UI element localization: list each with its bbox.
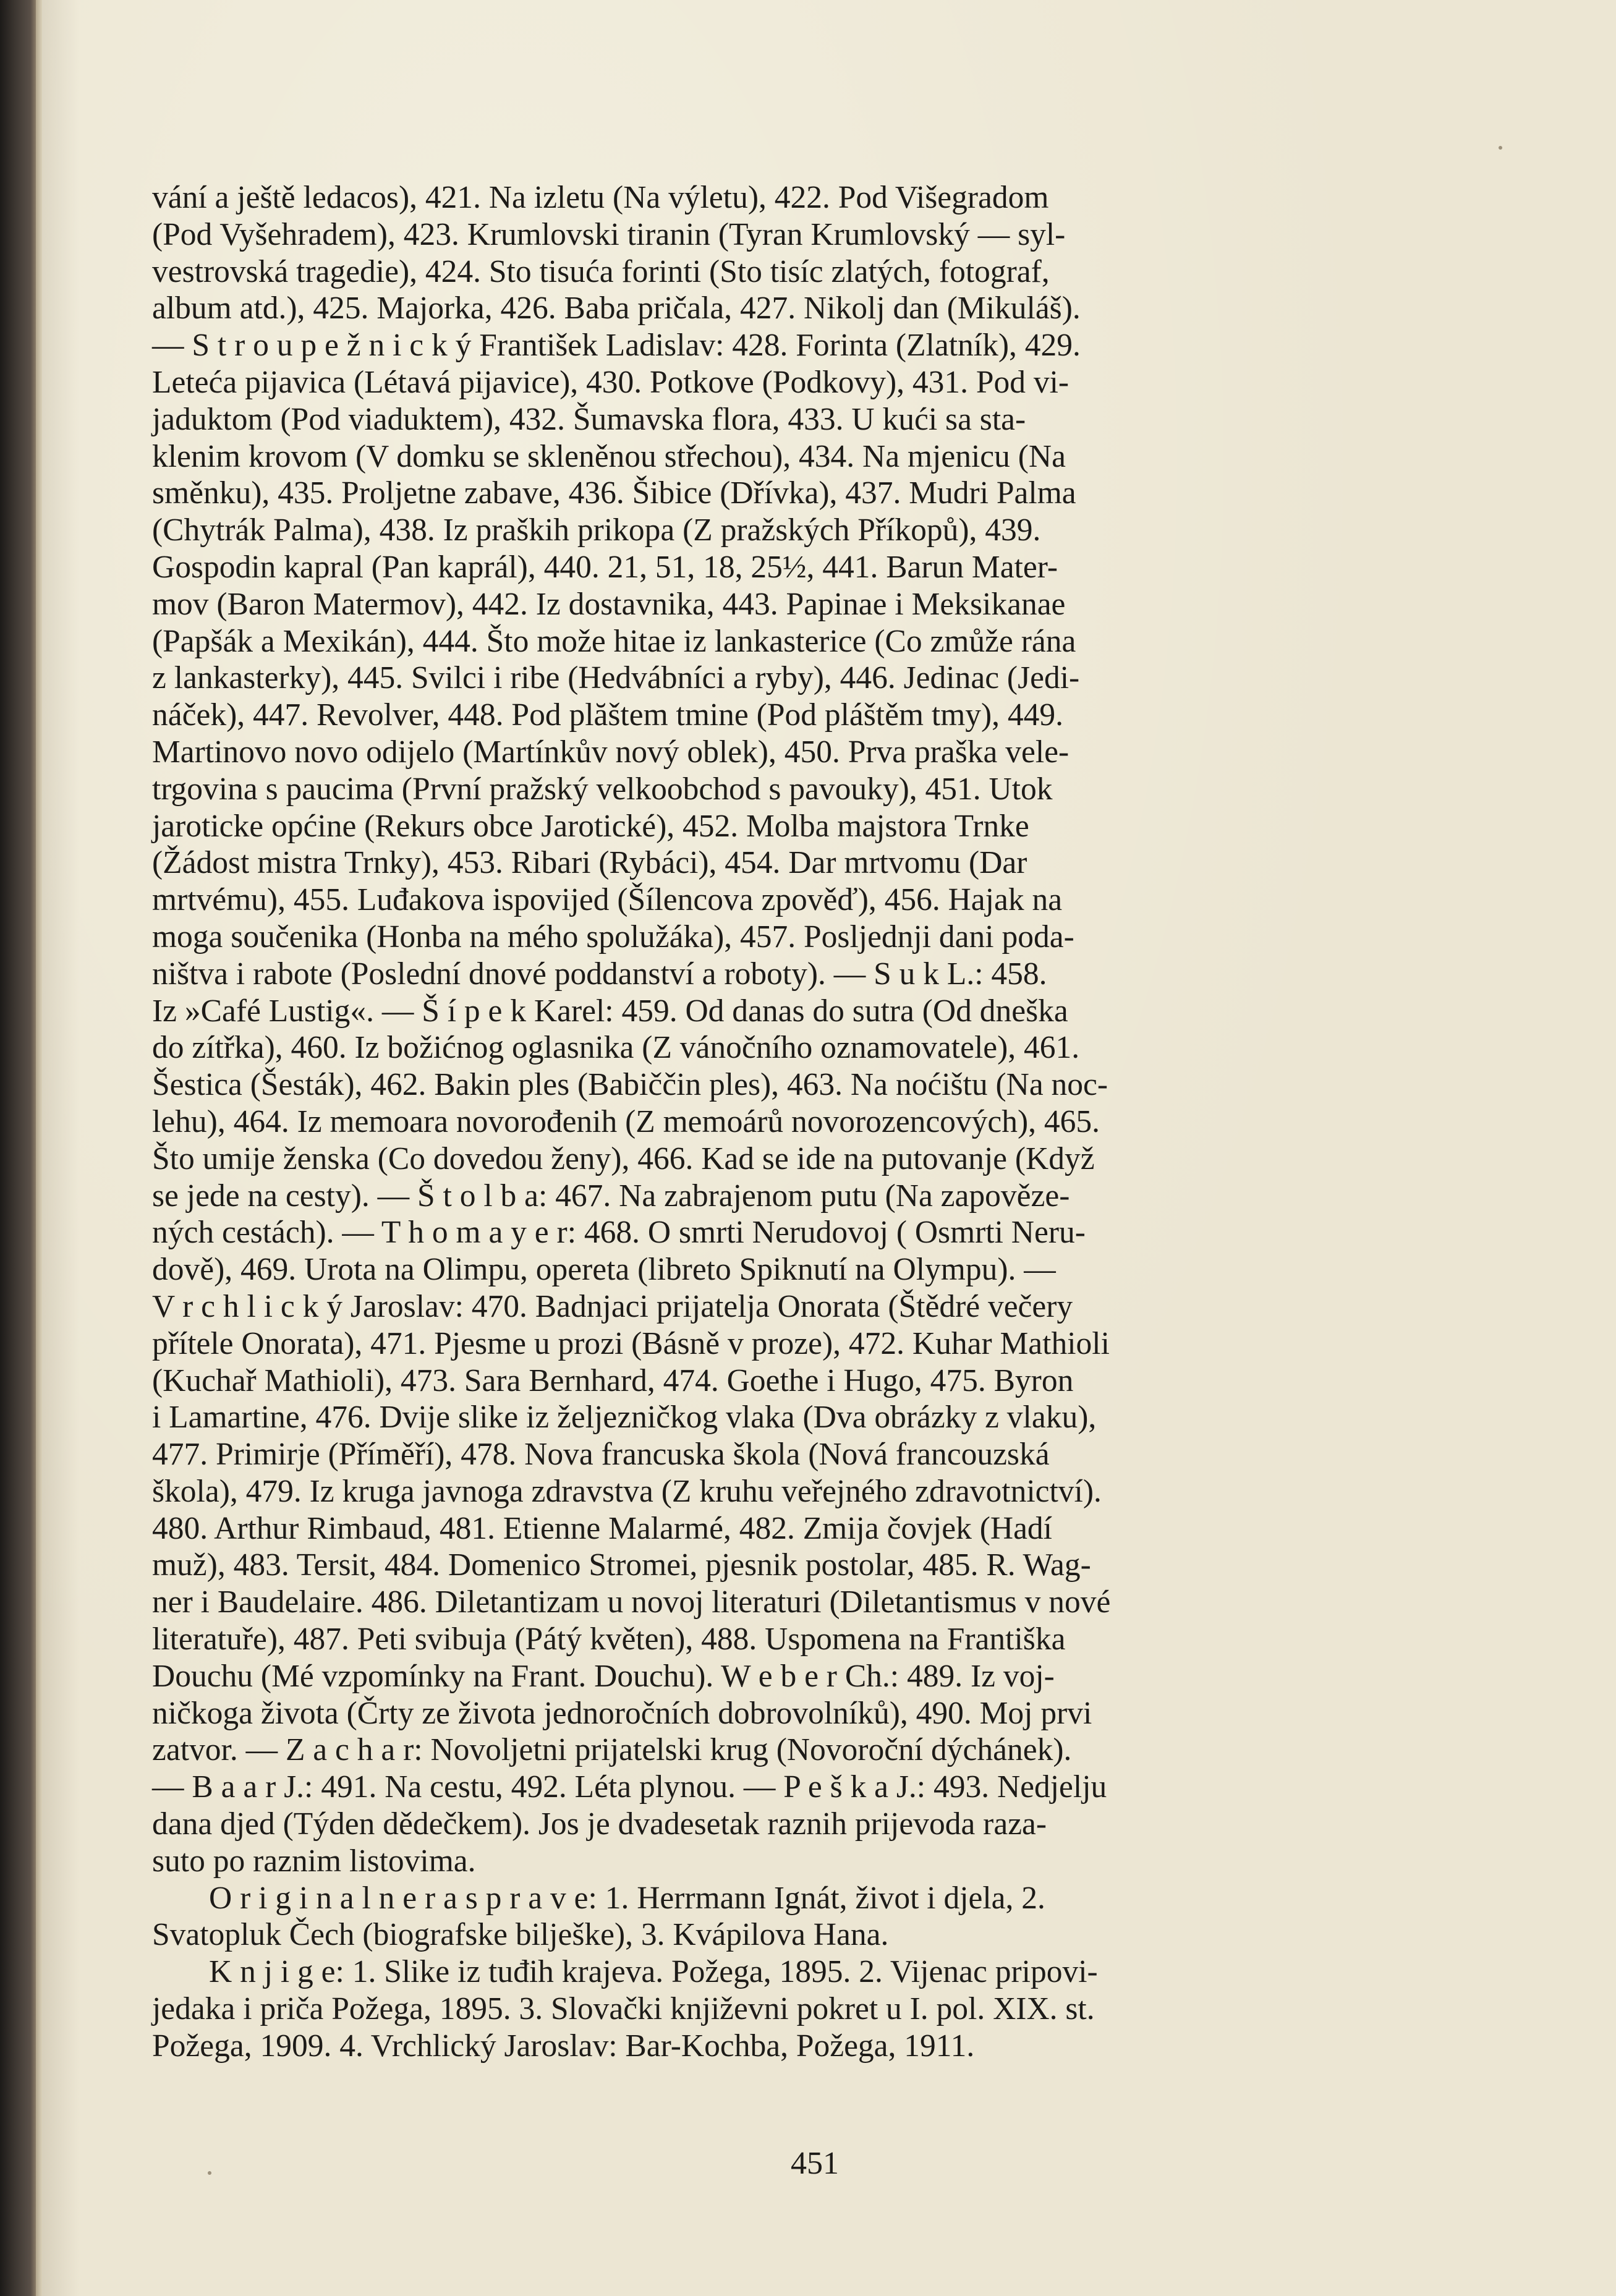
page-edge	[36, 0, 42, 2296]
text-line: dana djed (Týden dědečkem). Jos je dvadesetak raznih prijevoda raza-	[152, 1806, 1047, 1842]
text-line: V r c h l i c k ý Jaroslav: 470. Badnjaci prijatelja Onorata (Štědré večery	[152, 1288, 1073, 1324]
text-line: (Žádost mistra Trnky), 453. Ribari (Rybáci), 454. Dar mrtvomu (Dar	[152, 845, 1027, 881]
text-line: jaroticke općine (Rekurs obce Jarotické), 452. Molba majstora Trnke	[152, 808, 1029, 844]
text-line: moga součenika (Honba na mého spolužáka), 457. Posljednji dani poda-	[152, 919, 1074, 955]
text-line: Što umije ženska (Co dovedou ženy), 466. Kad se ide na putovanje (Když	[152, 1141, 1095, 1176]
text-line: Šestica (Šesták), 462. Bakin ples (Babiččin ples), 463. Na noćištu (Na noc-	[152, 1067, 1108, 1103]
text-line: zatvor. — Z a c h a r: Novoljetni prijatelski krug (Novoroční dýchánek).	[152, 1732, 1072, 1768]
text-line: Leteća pijavica (Létavá pijavice), 430. Potkove (Podkovy), 431. Pod vi-	[152, 364, 1070, 400]
text-line: (Chytrák Palma), 438. Iz praških prikopa (Z pražských Příkopů), 439.	[152, 512, 1041, 548]
text-line: náček), 447. Revolver, 448. Pod plăštem tmine (Pod pláštěm tmy), 449.	[152, 697, 1064, 733]
text-line: vání a ještě ledacos), 421. Na izletu (Na výletu), 422. Pod Višegradom	[152, 180, 1049, 215]
text-line: ner i Baudelaire. 486. Diletantizam u novoj literaturi (Diletantismus v nové	[152, 1584, 1111, 1620]
text-line: dově), 469. Urota na Olimpu, opereta (libreto Spiknutí na Olympu). —	[152, 1252, 1056, 1288]
text-line: (Kuchař Mathioli), 473. Sara Bernhard, 474. Goethe i Hugo, 475. Byron	[152, 1363, 1074, 1398]
text-line: literatuře), 487. Peti svibuja (Pátý květen), 488. Uspomena na Františka	[152, 1622, 1066, 1657]
text-line: se jede na cesty). — Š t o l b a: 467. Na zabrajenom putu (Na zapověze-	[152, 1178, 1070, 1214]
paper-speck	[1499, 146, 1502, 150]
text-line: 480. Arthur Rimbaud, 481. Etienne Malarmé, 482. Zmija čovjek (Hadí	[152, 1510, 1052, 1546]
text-line: vestrovská tragedie), 424. Sto tisuća forinti (Sto tisíc zlatých, fotograf,	[152, 253, 1050, 289]
text-line: ničkoga života (Črty ze života jednoročních dobrovolníků), 490. Moj prvi	[152, 1695, 1092, 1731]
text-line: klenim krovom (V domku se skleněnou střechou), 434. Na mjenicu (Na	[152, 438, 1066, 474]
text-line: lehu), 464. Iz memoara novorođenih (Z memoárů novorozencových), 465.	[152, 1103, 1100, 1139]
text-line: ných cestách). — T h o m a y e r: 468. O smrti Nerudovoj ( Osmrti Neru-	[152, 1215, 1086, 1251]
text-line: (Papšák a Mexikán), 444. Što može hitae iz lankasterice (Co zmůže rána	[152, 623, 1076, 659]
text-line: muž), 483. Tersit, 484. Domenico Stromei, pjesnik postolar, 485. R. Wag-	[152, 1547, 1091, 1583]
text-line: škola), 479. Iz kruga javnoga zdravstva (Z kruhu veřejného zdravotnictví).	[152, 1473, 1102, 1509]
text-line: Iz »Café Lustig«. — Š í p e k Karel: 459. Od danas do sutra (Od dneška	[152, 993, 1068, 1029]
text-line: i Lamartine, 476. Dvije slike iz željezničkog vlaka (Dva obrázky z vlaku),	[152, 1400, 1097, 1435]
text-line: směnku), 435. Proljetne zabave, 436. Šibice (Dřívka), 437. Mudri Palma	[152, 475, 1076, 511]
text-line: album atd.), 425. Majorka, 426. Baba pričala, 427. Nikolj dan (Mikuláš).	[152, 291, 1081, 326]
text-line: 477. Primirje (Příměří), 478. Nova francuska škola (Nová francouzská	[152, 1437, 1050, 1473]
text-line: — S t r o u p e ž n i c k ý František Ladislav: 428. Forinta (Zlatník), 429.	[152, 328, 1081, 364]
text-line: — B a a r J.: 491. Na cestu, 492. Léta plynou. — P e š k a J.: 493. Nedjelju	[152, 1769, 1107, 1805]
text-line: suto po raznim listovima.	[152, 1843, 476, 1879]
text-line: ništva i rabote (Poslední dnové poddanství a roboty). — S u k L.: 458.	[152, 956, 1047, 992]
text-line: (Pod Vyšehradem), 423. Krumlovski tiranin (Tyran Krumlovský — syl-	[152, 216, 1066, 252]
text-line: jedaka i priča Požega, 1895. 3. Slovački književni pokret u I. pol. XIX. st.	[152, 1991, 1095, 2027]
text-line: Douchu (Mé vzpomínky na Frant. Douchu). W e b e r Ch.: 489. Iz voj-	[152, 1658, 1055, 1694]
paragraph-knjige: K n j i g e: 1. Slike iz tuđih krajeva. Požega, 1895. 2. Vijenac pripovi-	[209, 1954, 1098, 1990]
text-line: mov (Baron Matermov), 442. Iz dostavnika, 443. Papinae i Meksikanae	[152, 586, 1066, 622]
text-line: trgovina s paucima (První pražský velkoobchod s pavouky), 451. Utok	[152, 771, 1053, 807]
text-line: z lankasterky), 445. Svilci i ribe (Hedvábníci a ryby), 446. Jedinac (Jedi-	[152, 660, 1080, 696]
book-page	[42, 0, 1616, 2296]
text-line: Martinovo novo odijelo (Martínkův nový oblek), 450. Prva praška vele-	[152, 734, 1070, 770]
text-line: Svatopluk Čech (biografske bilješke), 3. Kvápilova Hana.	[152, 1917, 889, 1953]
page-number: 451	[791, 2146, 839, 2181]
paragraph-originalne-rasprave: O r i g i n a l n e r a s p r a v e: 1. Herrmann Ignát, život i djela, 2.	[209, 1880, 1045, 1916]
body-text	[152, 179, 1423, 2065]
text-line: Gospodin kapral (Pan kaprál), 440. 21, 51, 18, 25½, 441. Barun Mater-	[152, 549, 1058, 585]
text-line: jaduktom (Pod viaduktem), 432. Šumavska flora, 433. U kući sa sta-	[152, 401, 1026, 437]
text-line: mrtvému), 455. Luđakova ispovijed (Šílencova zpověď), 456. Hajak na	[152, 882, 1063, 918]
book-spine	[0, 0, 36, 2296]
text-line: do zítřka), 460. Iz božićnog oglasnika (Z vánočního oznamovatele), 461.	[152, 1030, 1080, 1066]
paper-speck	[208, 2171, 211, 2175]
text-line: přítele Onorata), 471. Pjesme u prozi (Básně v proze), 472. Kuhar Mathioli	[152, 1325, 1110, 1361]
text-line: Požega, 1909. 4. Vrchlický Jaroslav: Bar-Kochba, Požega, 1911.	[152, 2028, 975, 2064]
